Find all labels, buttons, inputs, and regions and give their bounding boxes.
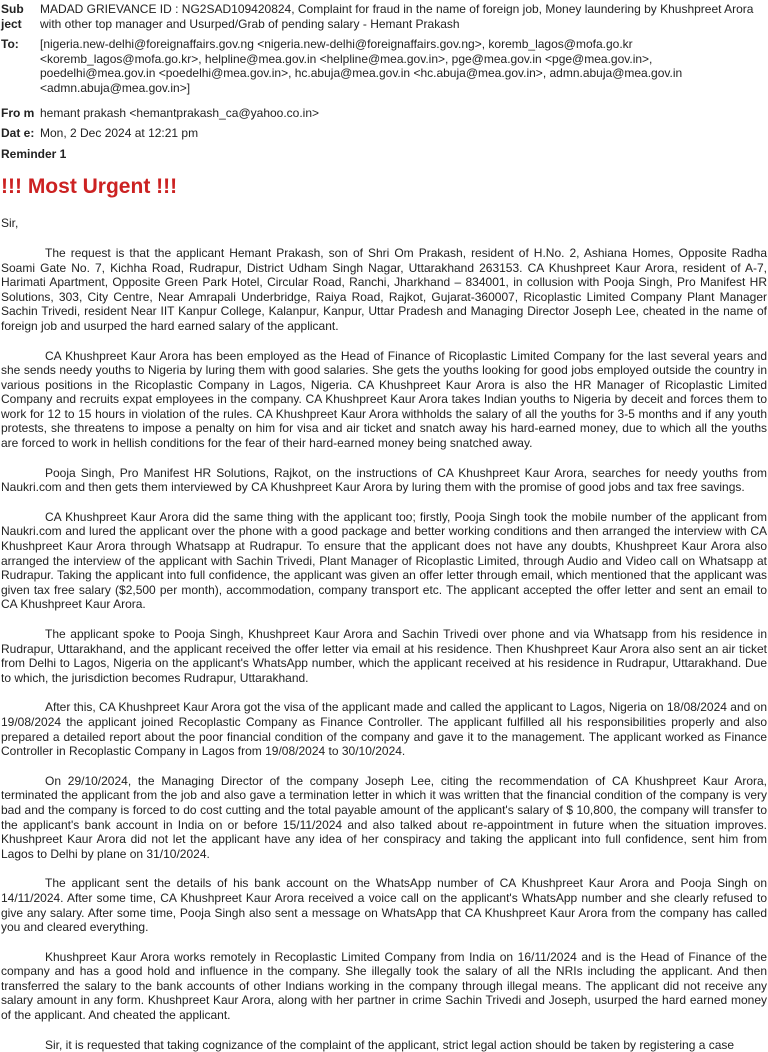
email-page <box>0 2 768 1052</box>
body-paragraph: Pooja Singh, Pro Manifest HR Solutions, Rajkot, on the instructions of CA Khushpreet Kaur Arora, searches for needy youths from Naukri.com and then gets them interviewed by CA Khushpreet Kaur Arora by luring them with the promise of good jobs and tax free savings. <box>1 465 767 495</box>
to-recipients[interactable]: [nigeria.new-delhi@foreignaffairs.gov.ng <nigeria.new-delhi@foreignaffairs.gov.ng>, koremb_lagos@mofa.go.kr <koremb_lagos@mofa.go.kr>, helpline@mea.gov.in <helpline@mea.gov.in>, pge@mea.gov.in <pge@mea.gov.in>, poedelhi@mea.gov.in <poedelhi@mea.gov.in>, hc.abuja@mea.gov.in <hc.abuja@mea.gov.in>, admn.abuja@mea.gov.in <admn.abuja@mea.gov.in>] <box>40 37 683 95</box>
reminder-heading: Reminder 1 <box>1 146 67 161</box>
date-value: Mon, 2 Dec 2024 at 12:21 pm <box>40 126 199 141</box>
subject-row <box>1 2 768 31</box>
date-label: Dat e: <box>1 126 35 141</box>
from-sender[interactable]: hemant prakash <hemantprakash_ca@yahoo.co.in> <box>40 105 320 120</box>
body-paragraph: Sir, it is requested that taking cognizance of the complaint of the applicant, strict legal action should be taken by registering a case <box>45 1037 735 1052</box>
to-label: To: <box>1 37 19 52</box>
body-paragraph: The applicant sent the details of his bank account on the WhatsApp number of CA Khushpreet Kaur Arora and Pooja Singh on 14/11/2024. After some time, CA Khushpreet Kaur Arora received a voice call on the applicant's WhatsApp number and she clearly refused to give any salary. After some time, Pooja Singh also sent a message on WhatsApp that CA Khushpreet Kaur Arora from the company has called you and cleared everything. <box>1 876 767 935</box>
email-body <box>1 246 767 1052</box>
body-paragraph: The applicant spoke to Pooja Singh, Khushpreet Kaur Arora and Sachin Trivedi over phone and via Whatsapp from his residence in Rudrapur, Uttarakhand, and the applicant received the offer letter via email at his residence. Then Khushpreet Kaur Arora also sent an air ticket from Delhi to Lagos, Nigeria on the applicant's WhatsApp number, which the applicant received at his residence in Rudrapur, Uttarakhand. Due to which, the jurisdiction becomes Rudrapur, Uttarakhand. <box>1 627 767 685</box>
body-paragraph: After this, CA Khushpreet Kaur Arora got the visa of the applicant made and called the applicant to Lagos, Nigeria on 18/08/2024 and on 19/08/2024 the applicant joined Recoplastic Company as Finance Controller. The applicant fulfilled all his responsibilities properly and also prepared a detailed report about the poor financial condition of the company and gave it to the management. The applicant worked as Finance Controller in Recoplastic Company in Lagos from 19/08/2024 to 30/10/2024. <box>1 700 767 759</box>
date-row <box>1 126 768 141</box>
to-row <box>1 37 768 95</box>
body-paragraph: Khushpreet Kaur Arora works remotely in Recoplastic Limited Company from India on 16/11/2024 and is the Head of Finance of the company and has a good hold and influence in the company. She illegally took the salary of all the NRIs including the applicant. And then transferred the salary to the bank accounts of other Indians working in the company through illegal means. The applicant did not receive any salary amount in any form. Khushpreet Kaur Arora, along with her partner in crime Sachin Trivedi and Joseph, usurped the hard earned money of the applicant. And cheated the applicant. <box>1 949 767 1023</box>
salutation: Sir, <box>1 216 19 231</box>
body-paragraph: CA Khushpreet Kaur Arora has been employed as the Head of Finance of Ricoplastic Limited Company for the last several years and she sends needy youths to Nigeria by luring them with good salaries. She gets the youths looking for good jobs employed outside the country in various positions in the Ricoplastic Company in Lagos, Nigeria. CA Khushpreet Kaur Arora is also the HR Manager of Ricoplastic Limited Company and recruits expat employees in the company. CA Khushpreet Kaur Arora takes Indian youths to Nigeria by deceit and forces them to work for 12 to 15 hours in violation of the rules. CA Khushpreet Kaur Arora withholds the salary of all the youths for 3-5 months and if any youth protests, she threatens to impose a penalty on him for visa and air ticket and snatch away his hard-earned money, due to which all the youths are forced to work in hellish conditions for the fear of their hard-earned money being snatched away. <box>1 348 767 451</box>
urgent-banner: !!! Most Urgent !!! <box>1 175 178 199</box>
subject-label: Sub ject <box>1 2 24 31</box>
body-paragraph: On 29/10/2024, the Managing Director of the company Joseph Lee, citing the recommendation of CA Khushpreet Kaur Arora, terminated the applicant from the job and also gave a termination letter in which it was written that the financial condition of the company is very bad and the company is forced to do cost cutting and the total payable amount of the applicant's salary of $ 10,800, the company will transfer to the applicant's bank account in India on or before 15/11/2024 and also talked about re-appointment in future when the situation improves. Khushpreet Kaur Arora did not let the applicant have any idea of her conspiracy and taking the applicant into full confidence, sent him from Lagos to Delhi by plane on 31/10/2024. <box>1 773 767 861</box>
subject-value: MADAD GRIEVANCE ID : NG2SAD109420824, Complaint for fraud in the name of foreign job, Money laundering by Khushpreet Arora with other top manager and Usurped/Grab of pending salary - Hemant Prakash <box>40 2 754 31</box>
body-paragraph: CA Khushpreet Kaur Arora did the same thing with the applicant too; firstly, Pooja Singh took the mobile number of the applicant from Naukri.com and lured the applicant over the phone with a good package and better working conditions and then arranged the interview with CA Khushpreet Kaur Arora through Whatsapp at Rudrapur. To ensure that the applicant does not have any doubts, Khushpreet Kaur Arora also arranged the interview of the applicant with Sachin Trivedi, Plant Manager of Ricoplastic Limited, through Audio and Video call on Whatsapp at Rudrapur. Taking the applicant into full confidence, the applicant was given an offer letter through email, which mentioned that the applicant was given tax free salary ($2,500 per month), accommodation, company transport etc. The applicant accepted the offer letter and sent an email to CA Khushpreet Kaur Arora. <box>1 509 767 612</box>
from-row <box>1 106 768 121</box>
from-label: Fro m <box>1 105 35 120</box>
body-paragraph: The request is that the applicant Hemant Prakash, son of Shri Om Prakash, resident of H.No. 2, Ashiana Homes, Opposite Radha Soami Gate No. 7, Kichha Road, Rudrapur, District Udham Singh Nagar, Uttarakhand 263153. CA Khushpreet Kaur Arora, resident of A-7, Harimati Apartment, Opposite Green Park Hotel, Circular Road, Ranchi, Jharkhand – 834001, in collusion with Pooja Singh, Pro Manifest HR Solutions, 303, City Centre, Near Amrapali Underbridge, Raiya Road, Rajkot, Gujarat-360007, Ricoplastic Limited Company Plant Manager Sachin Trivedi, resident Near IIT Kanpur College, Kalanpur, Kanpur, Uttar Pradesh and Managing Director Joseph Lee, cheated in the name of foreign job and usurped the hard earned salary of the applicant. <box>1 245 767 333</box>
